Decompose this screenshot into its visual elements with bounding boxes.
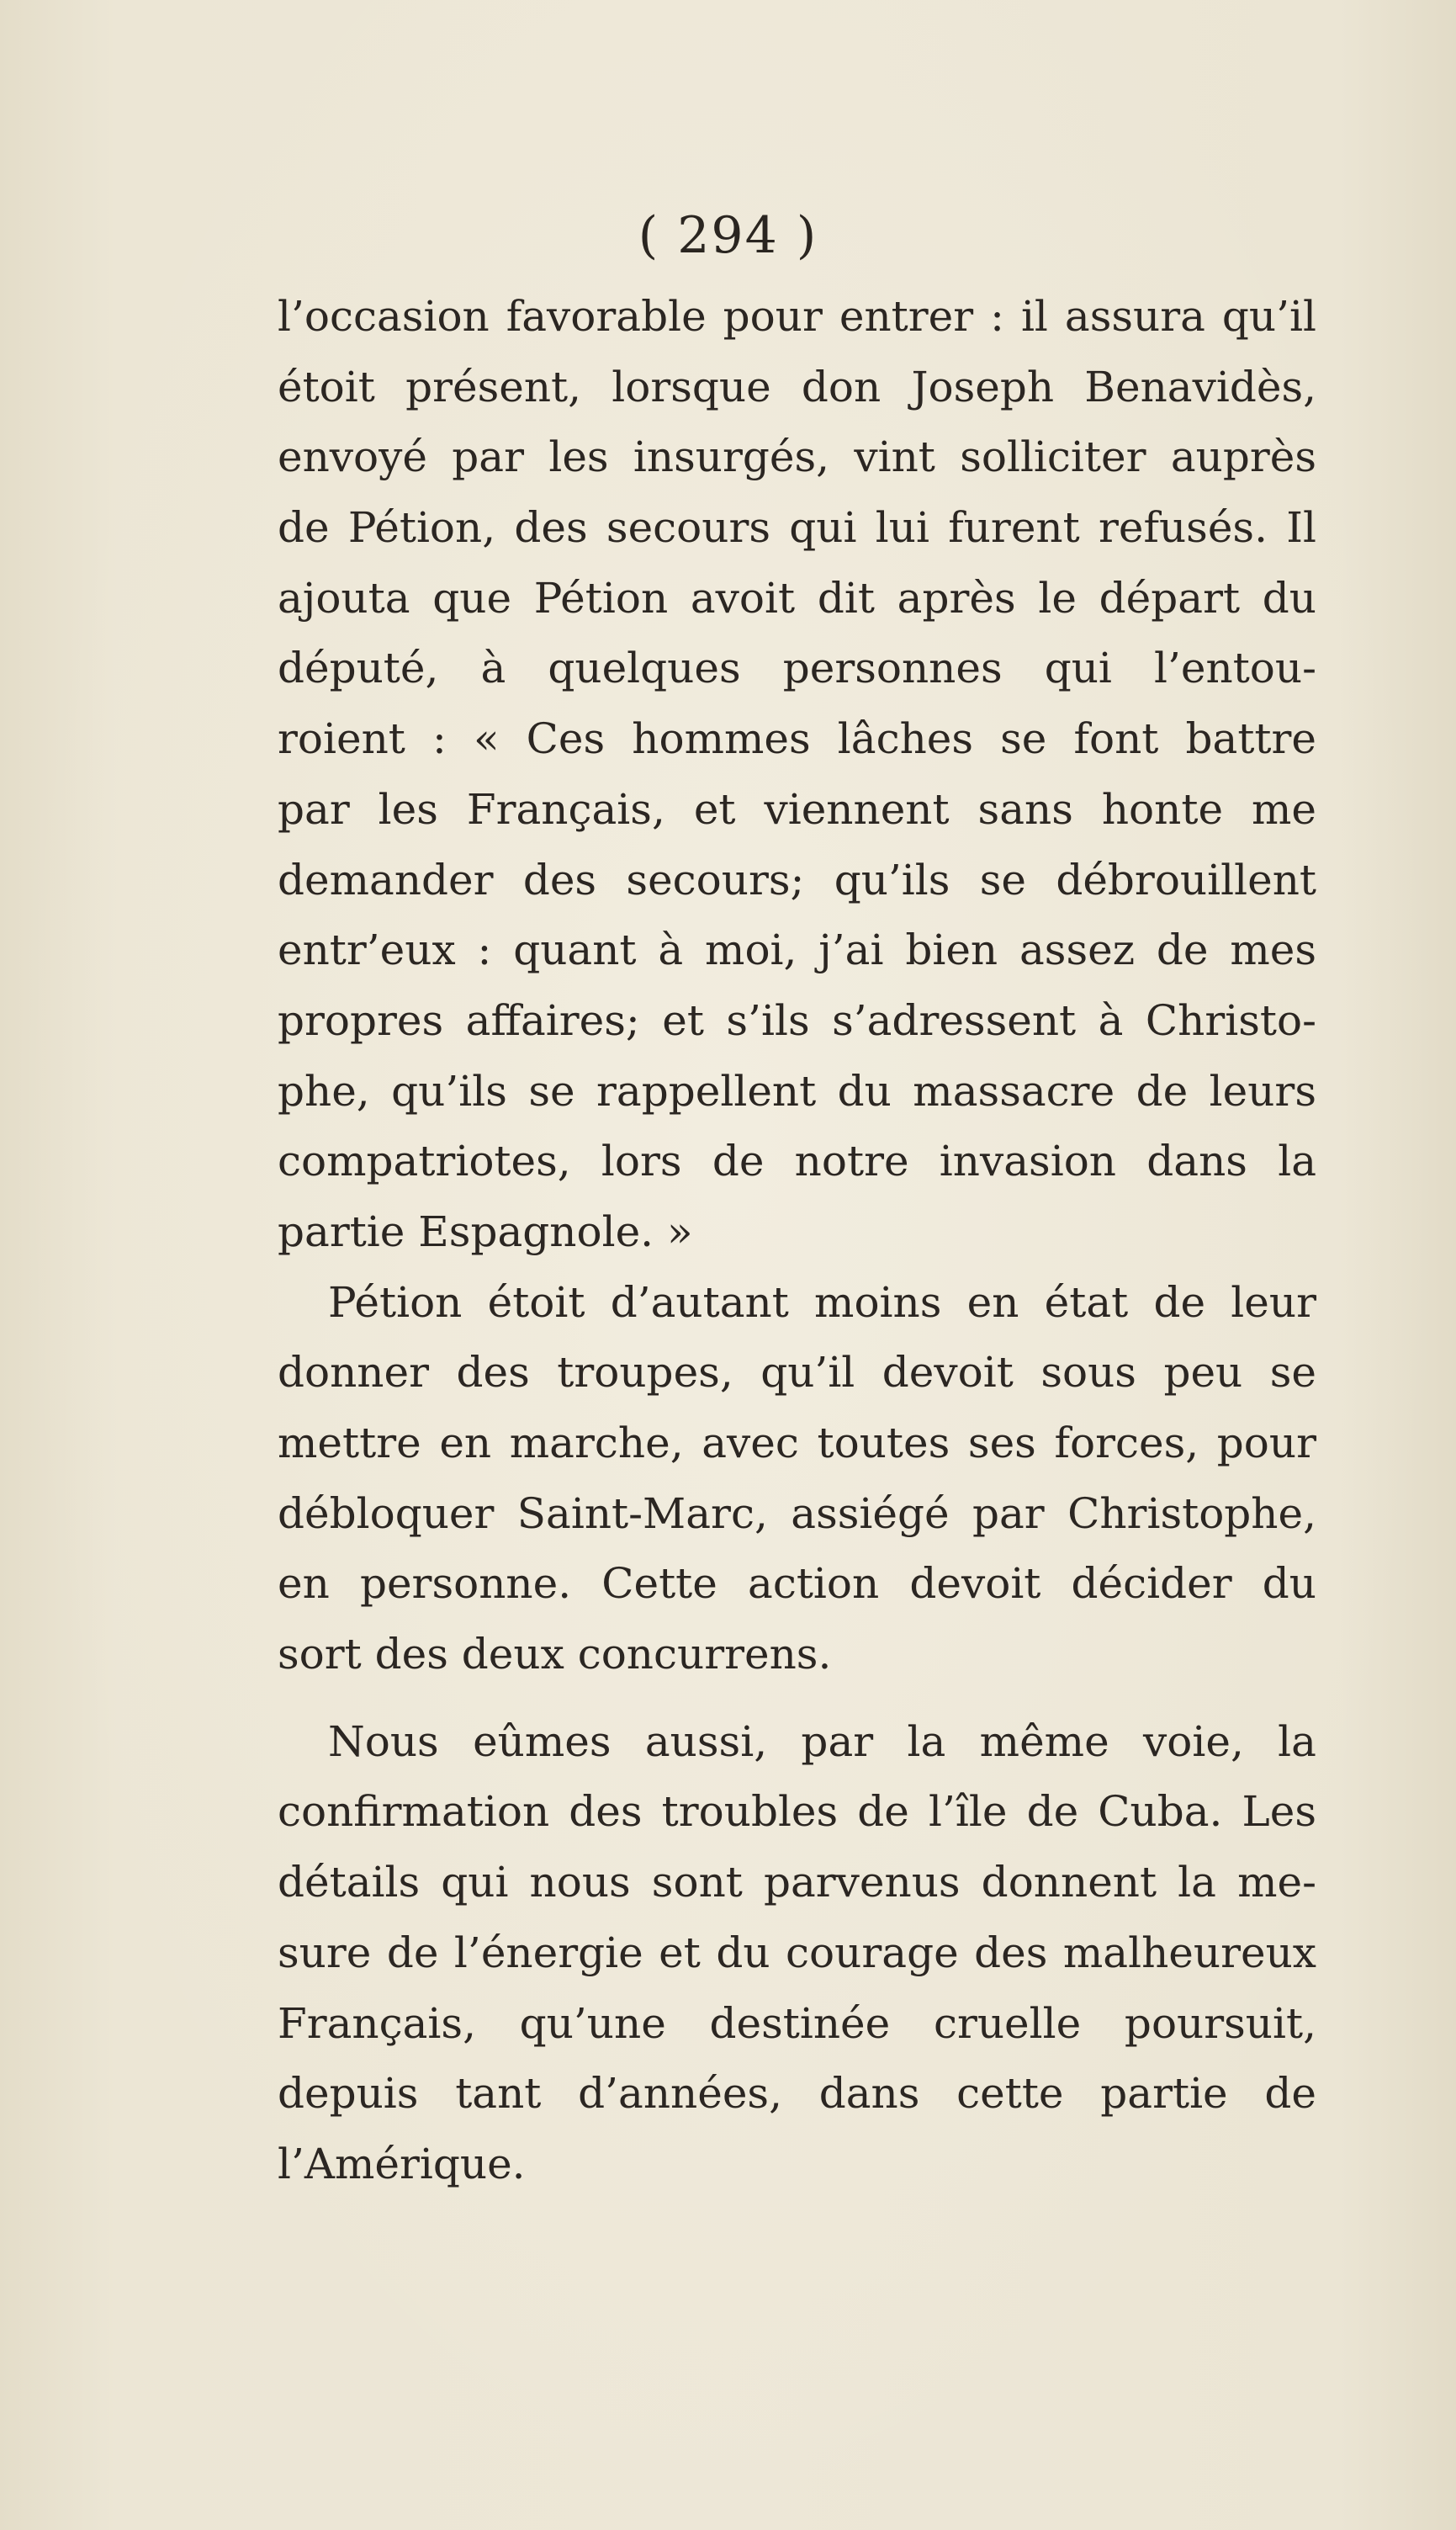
text-line: par les Français, et viennent sans honte me [278,784,1316,834]
text-line: Nous eûmes aussi, par la même voie, la [328,1716,1316,1766]
text-line: de Pétion, des secours qui lui furent refusés. Il [278,503,1316,553]
text-line: donner des troupes, qu’il devoit sous peu se [278,1348,1316,1398]
text-line: depuis tant d’années, dans cette partie de [278,2069,1316,2119]
text-line: phe, qu’ils se rappellent du massacre de leurs [278,1066,1316,1116]
paragraph-1 [278,282,1316,1268]
text-line: confirmation des troubles de l’île de Cuba. Les [278,1787,1316,1837]
paragraph-gap [278,1690,1316,1707]
text-line: ajouta que Pétion avoit dit après le départ du [278,573,1316,623]
text-line: l’occasion favorable pour entrer : il assura qu’il [278,292,1316,341]
text-line: sure de l’énergie et du courage des malheureux [278,1928,1316,1977]
text-line: Pétion étoit d’autant moins en état de leur [328,1277,1316,1327]
text-line: compatriotes, lors de notre invasion dans la [278,1137,1316,1186]
text-line: entr’eux : quant à moi, j’ai bien assez de mes [278,926,1316,975]
text-line: sort des deux concurrens. [278,1630,832,1679]
paragraph-2 [278,1268,1316,1690]
text-line: étoit présent, lorsque don Joseph Benavidès, [278,362,1316,411]
text-line: partie Espagnole. » [278,1207,693,1256]
text-line: propres affaires; et s’ils s’adressent à Christo- [278,995,1316,1045]
text-line: l’Amérique. [278,2139,526,2188]
body-text [278,282,1316,2200]
text-line: mettre en marche, avec toutes ses forces, pour [278,1419,1316,1467]
text-line: en personne. Cette action devoit décider du [278,1559,1316,1609]
text-line: demander des secours; qu’ils se débrouillent [278,855,1316,904]
paragraph-3 [278,1707,1316,2200]
page-number: ( 294 ) [638,206,818,265]
text-line: roient : « Ces hommes lâches se font battre [278,714,1316,764]
text-line: envoyé par les insurgés, vint solliciter auprès [278,432,1316,482]
text-line: détails qui nous sont parvenus donnent la me- [278,1858,1316,1907]
text-line: Français, qu’une destinée cruelle poursuit, [278,1998,1316,2048]
text-line: débloquer Saint-Marc, assiégé par Christophe, [278,1488,1316,1538]
text-line: député, à quelques personnes qui l’entou- [278,644,1316,693]
